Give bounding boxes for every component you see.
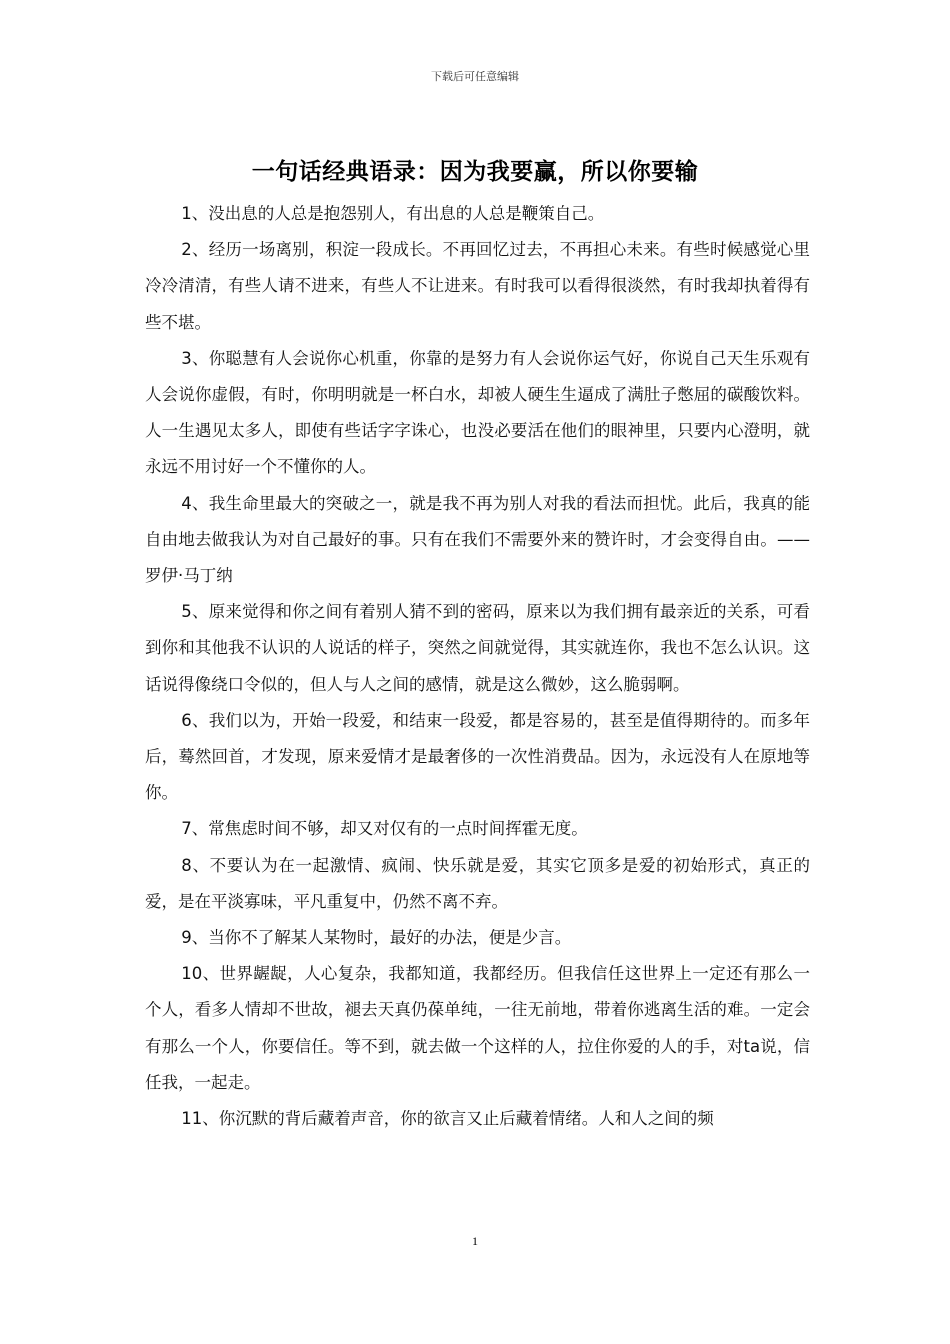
paragraph-2: 2、经历一场离别，积淀一段成长。不再回忆过去，不再担心未来。有些时候感觉心里冷冷清清，有些人请不进来，有些人不让进来。有时我可以看得很淡然，有时我却执着得有些不堪。 [145, 240, 810, 332]
header-note: 下载后可任意编辑 [431, 70, 519, 83]
paragraph-4: 4、我生命里最大的突破之一，就是我不再为别人对我的看法而担忧。此后，我真的能自由地去做我认为对自己最好的事。只有在我们不需要外来的赞许时，才会变得自由。——罗伊·马丁纳 [145, 493, 810, 586]
paragraph-11: 11、你沉默的背后藏着声音，你的欲言又止后藏着情绪。人和人之间的频 [181, 1109, 714, 1129]
paragraph-7: 7、常焦虑时间不够，却又对仅有的一点时间挥霍无度。 [181, 819, 588, 839]
paragraph-10: 10、世界龌龊，人心复杂，我都知道，我都经历。但我信任这世界上一定还有那么一个人，看多人情却不世故，褪去天真仍葆单纯，一往无前地，带着你逃离生活的难。一定会有那么一个人，你要信任。等不到，就去做一个这样的人，拉住你爱的人的手，对ta说，信任我，一起走。 [145, 964, 810, 1092]
paragraph-1: 1、没出息的人总是抱怨别人，有出息的人总是鞭策自己。 [181, 204, 605, 223]
paragraph-9: 9、当你不了解某人某物时，最好的办法，便是少言。 [181, 928, 572, 948]
document-title: 一句话经典语录：因为我要赢，所以你要输 [251, 159, 699, 185]
paragraph-8: 8、不要认为在一起激情、疯闹、快乐就是爱，其实它顶多是爱的初始形式，真正的爱，是在平淡寡味，平凡重复中，仍然不离不弃。 [145, 855, 810, 911]
paragraph-3: 3、你聪慧有人会说你心机重，你靠的是努力有人会说你运气好，你说自己天生乐观有人会说你虚假，有时，你明明就是一杯白水，却被人硬生生逼成了满肚子憋屈的碳酸饮料。人一生遇见太多人，即使有些话字字诛心，也没必要活在他们的眼神里，只要内心澄明，就永远不用讨好一个不懂你的人。 [145, 348, 810, 477]
document-body [145, 196, 810, 1137]
paragraph-6: 6、我们以为，开始一段爱，和结束一段爱，都是容易的，甚至是值得期待的。而多年后，蓦然回首，才发现，原来爱情才是最奢侈的一次性消费品。因为，永远没有人在原地等你。 [145, 710, 810, 803]
paragraph-5: 5、原来觉得和你之间有着别人猜不到的密码，原来以为我们拥有最亲近的关系，可看到你和其他我不认识的人说话的样子，突然之间就觉得，其实就连你，我也不怎么认识。这话说得像绕口令似的，但人与人之间的感情，就是这么微妙，这么脆弱啊。 [145, 602, 810, 694]
page-number: 1 [472, 1234, 478, 1248]
